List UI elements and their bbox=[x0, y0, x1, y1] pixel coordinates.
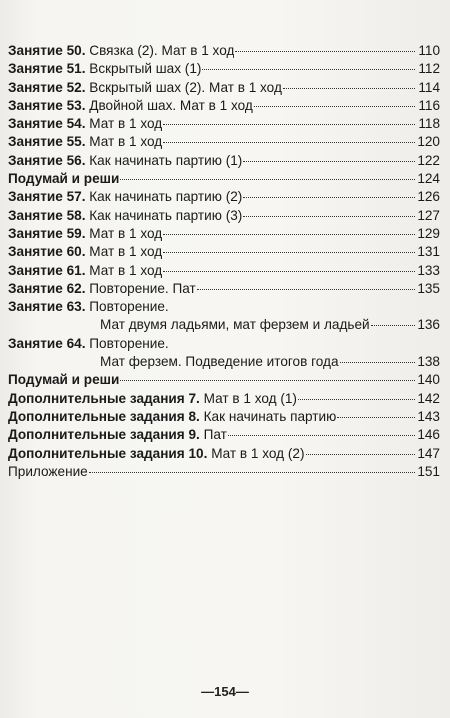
page-number: —154— bbox=[201, 684, 249, 699]
dot-leader bbox=[202, 69, 415, 70]
dot-leader bbox=[243, 216, 415, 217]
toc-entry bbox=[8, 445, 440, 463]
toc-entry bbox=[8, 262, 440, 280]
dot-leader bbox=[243, 161, 415, 162]
toc-entry-title: Как начинать партию (1) bbox=[89, 152, 243, 168]
toc-entry-heading: Занятие 58. bbox=[8, 207, 86, 223]
toc-entry-title: Вскрытый шах (2). Мат в 1 ход bbox=[89, 79, 282, 95]
toc-entry bbox=[8, 79, 440, 97]
toc-entry bbox=[8, 390, 440, 408]
toc-entry bbox=[8, 188, 440, 206]
toc-entry-heading: Занятие 52. bbox=[8, 79, 86, 95]
toc-entry-page: 140 bbox=[417, 372, 440, 388]
toc-entry-page: 138 bbox=[417, 354, 440, 370]
toc-entry-title: Повторение. bbox=[89, 299, 169, 315]
dot-leader bbox=[197, 289, 415, 290]
toc-entry bbox=[8, 298, 440, 316]
toc-entry-page: 146 bbox=[417, 427, 440, 443]
toc-entry-label bbox=[8, 152, 242, 170]
toc-entry-page: 135 bbox=[417, 280, 440, 296]
toc-entry-title: Мат в 1 ход bbox=[89, 116, 163, 132]
toc-entry-title: Мат в 1 ход (1) bbox=[203, 390, 297, 406]
toc-entry-title: Мат в 1 ход bbox=[89, 225, 163, 241]
toc-entry-heading: Занятие 50. bbox=[8, 43, 86, 58]
toc-entry-label bbox=[8, 170, 119, 188]
dot-leader bbox=[254, 106, 415, 107]
toc-entry-page: 142 bbox=[417, 390, 440, 406]
toc-entry-title: Мат в 1 ход bbox=[89, 134, 163, 150]
toc-entry-heading: Дополнительные задания 7. bbox=[8, 390, 200, 406]
dot-leader bbox=[371, 325, 415, 326]
dot-leader bbox=[120, 179, 415, 180]
toc-entry bbox=[8, 152, 440, 170]
toc-entry-page: 129 bbox=[417, 225, 440, 241]
toc-entry bbox=[8, 60, 440, 78]
toc-entry bbox=[8, 133, 440, 151]
toc-entry-heading: Занятие 63. bbox=[8, 299, 86, 315]
toc-entry bbox=[8, 463, 440, 481]
toc-entry bbox=[8, 408, 440, 426]
toc-entry-label bbox=[8, 79, 282, 97]
table-of-contents bbox=[8, 42, 440, 481]
toc-entry-label bbox=[8, 316, 370, 334]
dot-leader bbox=[163, 142, 415, 143]
toc-entry-label bbox=[8, 445, 305, 463]
toc-entry-label bbox=[8, 426, 227, 444]
toc-entry-heading: Занятие 56. bbox=[8, 152, 86, 168]
toc-entry bbox=[8, 115, 440, 133]
toc-entry-heading: Занятие 57. bbox=[8, 189, 86, 205]
toc-entry-page: 127 bbox=[417, 207, 440, 223]
toc-entry-label bbox=[8, 390, 297, 408]
dot-leader bbox=[243, 197, 415, 198]
toc-entry-page: 118 bbox=[418, 116, 440, 132]
dot-leader bbox=[235, 51, 415, 52]
toc-entry bbox=[8, 335, 440, 353]
toc-entry-title: Вскрытый шах (1) bbox=[89, 61, 202, 77]
toc-entry-heading: Занятие 61. bbox=[8, 262, 86, 278]
dot-leader bbox=[298, 399, 415, 400]
toc-entry-label bbox=[8, 262, 162, 280]
toc-entry-page: 110 bbox=[418, 43, 440, 58]
toc-entry-heading: Занятие 64. bbox=[8, 335, 86, 351]
toc-entry-heading: Занятие 59. bbox=[8, 225, 86, 241]
toc-entry-title: Пат bbox=[203, 427, 227, 443]
toc-entry-label bbox=[8, 60, 201, 78]
toc-entry-label bbox=[8, 463, 88, 481]
dot-leader bbox=[283, 88, 415, 89]
toc-entry-title: Мат ферзем. Подведение итогов года bbox=[100, 354, 339, 370]
toc-entry-heading: Дополнительные задания 10. bbox=[8, 445, 208, 461]
toc-entry bbox=[8, 42, 440, 60]
toc-entry-label bbox=[8, 42, 234, 60]
toc-entry bbox=[8, 280, 440, 298]
toc-entry-page: 126 bbox=[417, 189, 440, 205]
dot-leader bbox=[337, 417, 415, 418]
toc-entry-title: Повторение. bbox=[89, 335, 169, 351]
toc-entry-heading: Занятие 51. bbox=[8, 61, 86, 77]
toc-entry bbox=[8, 97, 440, 115]
toc-entry-title: Как начинать партию bbox=[203, 408, 337, 424]
dot-leader bbox=[163, 124, 415, 125]
toc-entry-heading: Дополнительные задания 8. bbox=[8, 408, 200, 424]
toc-entry bbox=[8, 426, 440, 444]
toc-entry-title: Связка (2). Мат в 1 ход bbox=[89, 43, 235, 58]
toc-entry-title: Как начинать партию (2) bbox=[89, 189, 243, 205]
dot-leader bbox=[306, 454, 416, 455]
toc-entry-heading: Занятие 55. bbox=[8, 134, 86, 150]
toc-entry-page: 143 bbox=[417, 408, 440, 424]
dot-leader bbox=[163, 252, 415, 253]
dot-leader bbox=[120, 380, 415, 381]
toc-entry-title: Повторение. Пат bbox=[89, 280, 196, 296]
toc-entry-page: 114 bbox=[418, 79, 440, 95]
toc-entry-heading: Занятие 54. bbox=[8, 116, 86, 132]
dot-leader bbox=[163, 271, 415, 272]
toc-entry-label bbox=[8, 353, 339, 371]
toc-entry-page: 147 bbox=[417, 445, 440, 461]
toc-entry-label bbox=[8, 243, 162, 261]
toc-entry bbox=[8, 207, 440, 225]
toc-entry-heading: Занятие 53. bbox=[8, 97, 86, 113]
toc-entry-page: 131 bbox=[417, 244, 440, 260]
dot-leader bbox=[163, 234, 415, 235]
toc-entry-label bbox=[8, 298, 169, 316]
toc-entry bbox=[8, 243, 440, 261]
toc-entry-title: Приложение bbox=[8, 463, 88, 479]
toc-entry-page: 151 bbox=[417, 463, 440, 479]
dot-leader bbox=[89, 472, 415, 473]
toc-entry-title: Мат в 1 ход bbox=[89, 244, 163, 260]
toc-entry-heading: Занятие 62. bbox=[8, 280, 86, 296]
toc-entry-page: 116 bbox=[418, 97, 440, 113]
toc-entry-page: 136 bbox=[417, 317, 440, 333]
toc-entry-label bbox=[8, 188, 242, 206]
toc-entry-page: 124 bbox=[417, 171, 440, 187]
toc-entry-label bbox=[8, 335, 169, 353]
toc-entry bbox=[8, 170, 440, 188]
toc-entry-heading: Подумай и реши bbox=[8, 372, 120, 388]
toc-entry bbox=[8, 316, 440, 334]
toc-entry-heading: Занятие 60. bbox=[8, 244, 86, 260]
toc-entry-heading: Дополнительные задания 9. bbox=[8, 427, 200, 443]
toc-entry bbox=[8, 353, 440, 371]
toc-entry-page: 133 bbox=[417, 262, 440, 278]
toc-entry-label bbox=[8, 115, 162, 133]
toc-entry-page: 112 bbox=[418, 61, 440, 77]
toc-entry-title: Как начинать партию (3) bbox=[89, 207, 243, 223]
dot-leader bbox=[340, 362, 415, 363]
toc-entry-label bbox=[8, 408, 336, 426]
toc-entry bbox=[8, 371, 440, 389]
dot-leader bbox=[228, 435, 415, 436]
toc-entry-title: Мат двумя ладьями, мат ферзем и ладьей bbox=[100, 317, 370, 333]
toc-entry-label bbox=[8, 207, 242, 225]
toc-entry-page: 122 bbox=[417, 152, 440, 168]
toc-entry-title: Двойной шах. Мат в 1 ход bbox=[89, 97, 253, 113]
toc-entry-label bbox=[8, 97, 253, 115]
toc-entry-label bbox=[8, 225, 162, 243]
toc-entry-label bbox=[8, 371, 119, 389]
toc-entry-page: 120 bbox=[417, 134, 440, 150]
toc-entry-label bbox=[8, 133, 162, 151]
toc-entry-heading: Подумай и реши bbox=[8, 171, 120, 187]
toc-entry-title: Мат в 1 ход (2) bbox=[211, 445, 305, 461]
toc-entry bbox=[8, 225, 440, 243]
toc-entry-title: Мат в 1 ход bbox=[89, 262, 163, 278]
toc-entry-label bbox=[8, 280, 196, 298]
